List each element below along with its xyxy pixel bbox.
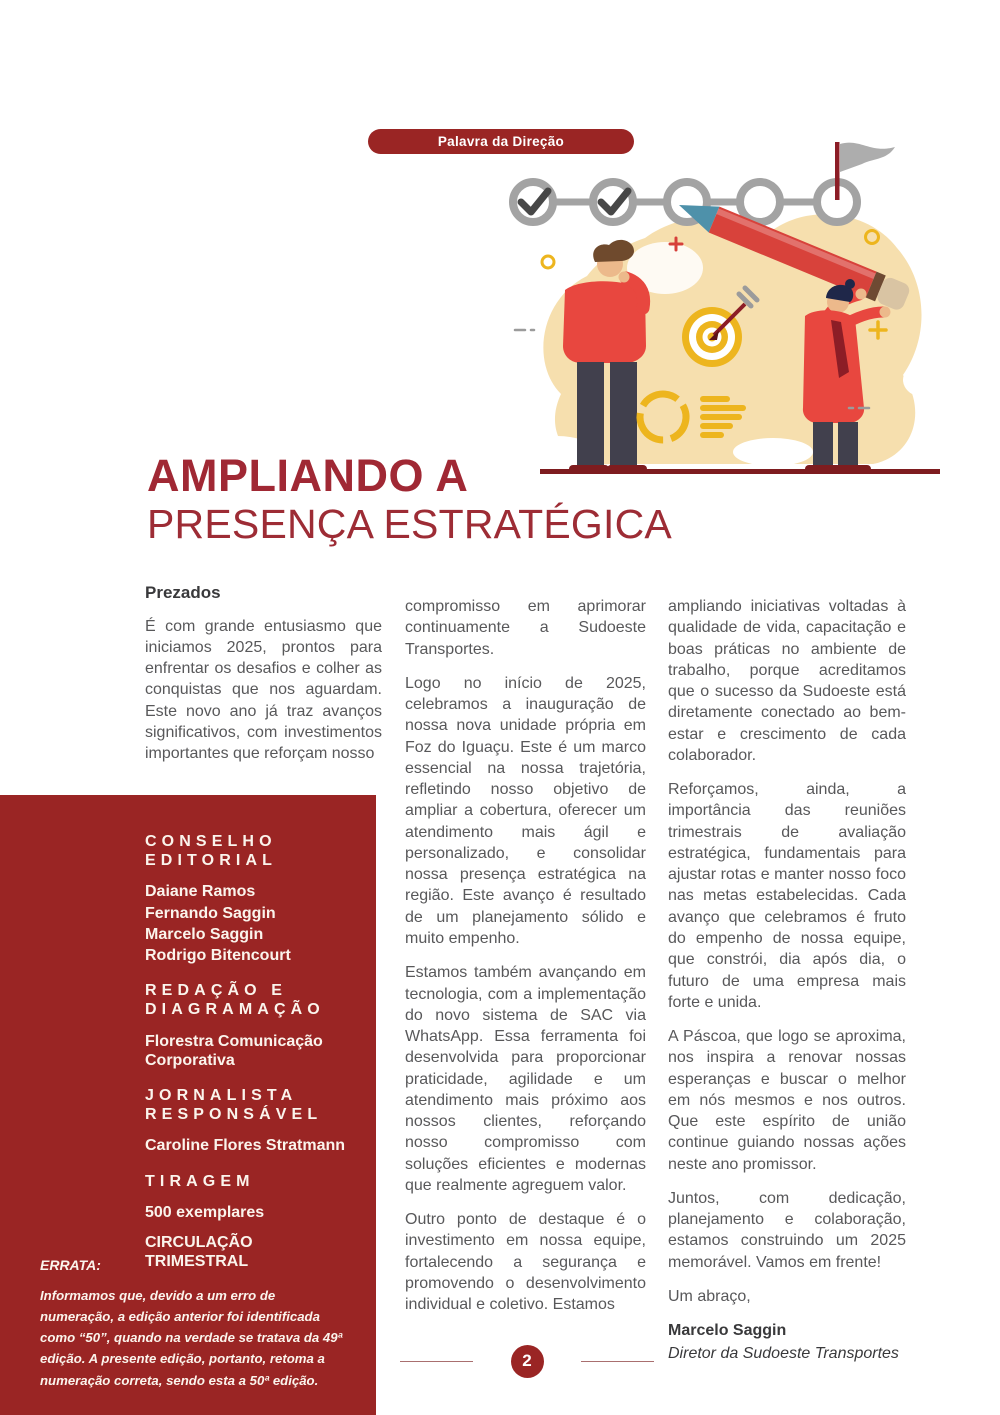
masthead-panel — [0, 795, 376, 1415]
signature-name: Marcelo Saggin — [668, 1322, 787, 1340]
masthead-item: Fernando Saggin — [145, 904, 276, 922]
masthead-heading: JORNALISTA RESPONSÁVEL — [145, 1087, 323, 1123]
paragraph: Reforçamos, ainda, a importância das reuniões trimestrais de avaliação estratégica, fundamentais para ajustar rotas e manter nosso foco nas metas estabelecidas. Cada avanço que celebramos é fruto do empenho de nossa equipe, que constrói, dia após dia, o futuro de uma empresa mais forte e unida. — [668, 781, 906, 1011]
paragraph: ampliando iniciativas voltadas à qualidade de vida, capacitação e boas práticas no ambiente de trabalho, porque acreditamos que o sucesso da Sudoeste está diretamente conectado ao bem-estar e crescimento de cada colaborador. — [668, 598, 906, 764]
errata-text: Informamos que, devido a um erro de numeração, a edição anterior foi identificada como “50”, quando na verdade se tratava da 49ª edição. A presente edição, portanto, retoma a numeração correta, sendo esta a 50ª edição. — [40, 1288, 343, 1388]
paragraph: Logo no início de 2025, celebramos a inauguração de nossa nova unidade própria em Foz do Iguaçu. Este é um marco essencial na nossa trajetória, refletindo nosso objetivo de ampliar a cobertura, oferecer um atendimento mais ágil e personalizado, e consolidar nossa presença estratégica na região. Este avanço é resultado de um planejamento sólido e muito empenho. — [405, 674, 646, 947]
ring-accent — [542, 256, 554, 268]
illustration — [495, 140, 955, 485]
page-number-badge: 2 — [511, 1345, 544, 1378]
page-title-line2: PRESENÇA ESTRATÉGICA — [147, 500, 672, 547]
masthead-item: Caroline Flores Stratmann — [145, 1137, 346, 1155]
article-column-1 — [145, 582, 382, 777]
masthead-section-jornalista — [145, 1087, 348, 1156]
paragraph: Estamos também avançando em tecnologia, com a implementação do novo sistema de SAC via WhatsApp. Essa ferramenta foi desenvolvida para proporcionar praticidade, agilidade e um atendimento mais próximo aos nossos clientes, reforçando nosso compromisso com soluções eficientes e modernas que realmente agreguem valor. — [405, 964, 646, 1194]
paragraph: Um abraço, — [668, 1287, 751, 1305]
masthead-heading: REDAÇÃO E DIAGRAMAÇÃO — [145, 982, 325, 1018]
masthead-item: Rodrigo Bitencourt — [145, 947, 291, 964]
cloud-shape — [733, 438, 813, 466]
masthead-item: Florestra Comunicação Corporativa — [145, 1032, 323, 1069]
masthead-item: CIRCULAÇÃO TRIMESTRAL — [145, 1233, 253, 1270]
masthead-section-conselho — [145, 833, 348, 965]
signature-role: Diretor da Sudoeste Transportes — [668, 1344, 899, 1362]
paragraph: Juntos, com dedicação, planejamento e colaboração, estamos construindo um 2025 memorável. Vamos em frente! — [668, 1189, 906, 1271]
salutation: Prezados — [145, 583, 221, 602]
masthead-section-redacao — [145, 982, 348, 1070]
paragraph: A Páscoa, que logo se aproxima, nos inspira a renovar nossas esperanças e buscar o melhor em nós mesmos e nos outros. Que este espírito de união continue guiando nossas ações neste ano promissor. — [668, 1028, 906, 1173]
page-title — [147, 452, 672, 546]
section-badge-label: Palavra da Direção — [437, 134, 565, 149]
footer-rule-right — [581, 1361, 654, 1362]
paragraph: É com grande entusiasmo que iniciamos 2025, prontos para enfrentar os desafios e colher as conquistas que nos aguardam. Este novo ano já traz avanços significativos, com investimentos importantes que reforçam nosso — [145, 617, 382, 763]
paragraph: Outro ponto de destaque é o investimento em nossa equipe, fortalecendo a segurança e promovendo o desenvolvimento individual e coletivo. Estamos — [405, 1211, 646, 1314]
masthead-item: 500 exemplares — [145, 1204, 265, 1222]
footer-rule-left — [400, 1361, 473, 1362]
page-title-line1: AMPLIANDO A — [147, 450, 469, 501]
errata-label: ERRATA: — [40, 1257, 101, 1273]
masthead-heading: TIRAGEM — [145, 1172, 255, 1190]
page-footer — [400, 1344, 654, 1378]
cloud-shape — [903, 362, 951, 398]
errata-block — [40, 1257, 352, 1391]
progress-timeline — [513, 182, 857, 222]
masthead-content — [0, 795, 376, 1271]
masthead-item: Daiane Ramos — [145, 883, 256, 901]
masthead-item: Marcelo Saggin — [145, 925, 264, 943]
paragraph: compromisso em aprimorar continuamente a Sudoeste Transportes. — [405, 598, 646, 658]
masthead-heading: CONSELHO EDITORIAL — [145, 833, 278, 869]
article-column-2 — [405, 596, 646, 1329]
article-column-3 — [668, 596, 906, 1377]
